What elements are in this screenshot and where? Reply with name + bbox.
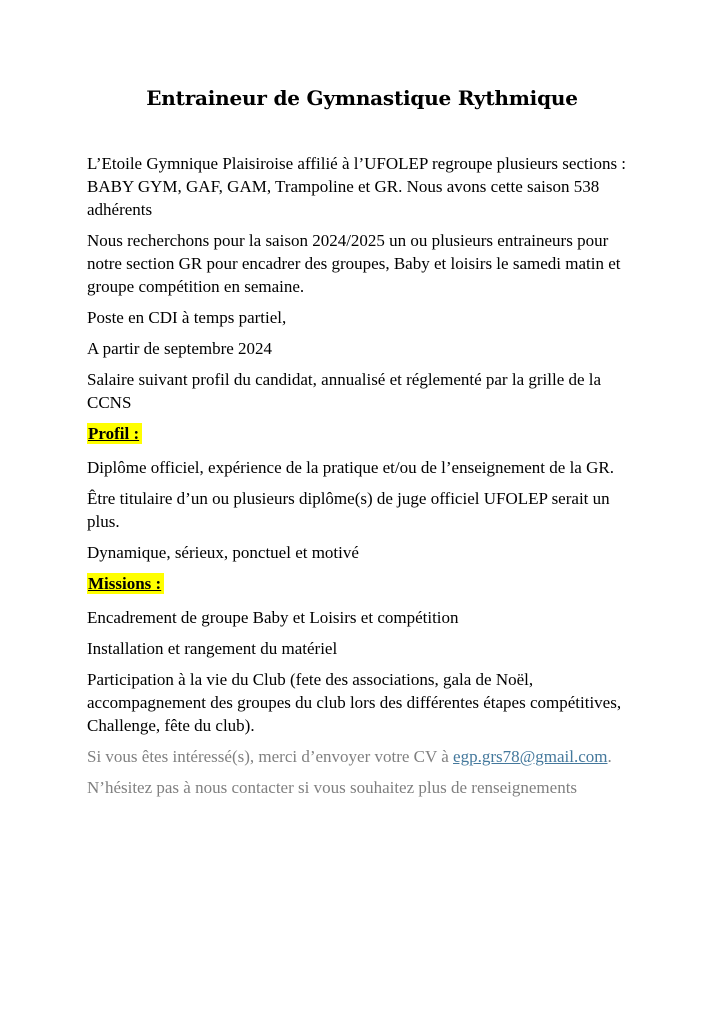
mission-item-equipment: Installation et rangement du matériel xyxy=(87,639,338,658)
condition-start-date: A partir de septembre 2024 xyxy=(87,339,273,358)
contact-closing-note: N’hésitez pas à nous contacter si vous souhaitez plus de renseignements xyxy=(87,778,578,797)
mission-item-club-life: Participation à la vie du Club (fete des associations, gala de Noël, accompagnement des groupes du club lors des différentes étapes compétitives, Challenge, fête du club). xyxy=(87,670,622,735)
document-title: Entraineur de Gymnastique Rythmique xyxy=(146,86,578,110)
intro-paragraph-club: L’Etoile Gymnique Plaisiroise affilié à l’UFOLEP regroupe plusieurs sections : BABY GYM, GAF, GAM, Trampoline et GR. Nous avons cette saison 538 adhérents xyxy=(87,154,627,219)
profil-section-heading xyxy=(87,422,637,445)
profil-heading-highlight: Profil : xyxy=(87,423,142,444)
contact-cv-sentence xyxy=(87,745,637,768)
mission-item-groups: Encadrement de groupe Baby et Loisirs et compétition xyxy=(87,608,459,627)
profil-item-diploma: Diplôme officiel, expérience de la pratique et/ou de l’enseignement de la GR. xyxy=(87,458,614,477)
contact-cv-suffix: . xyxy=(607,747,612,766)
condition-contract-type: Poste en CDI à temps partiel, xyxy=(87,308,287,327)
missions-section-heading xyxy=(87,572,637,595)
condition-salary: Salaire suivant profil du candidat, annualisé et réglementé par la grille de la CCNS xyxy=(87,370,602,412)
profil-item-judge: Être titulaire d’un ou plusieurs diplôme(s) de juge officiel UFOLEP serait un plus. xyxy=(87,489,610,531)
contact-cv-prefix: Si vous êtes intéressé(s), merci d’envoyer votre CV à xyxy=(87,747,454,766)
email-link[interactable]: egp.grs78@gmail.com xyxy=(453,747,608,766)
missions-heading-highlight: Missions : xyxy=(87,573,164,594)
profil-item-qualities: Dynamique, sérieux, ponctuel et motivé xyxy=(87,543,359,562)
intro-paragraph-recruitment: Nous recherchons pour la saison 2024/2025 un ou plusieurs entraineurs pour notre section GR pour encadrer des groupes, Baby et loisirs le samedi matin et groupe compétition en semaine. xyxy=(87,231,621,296)
